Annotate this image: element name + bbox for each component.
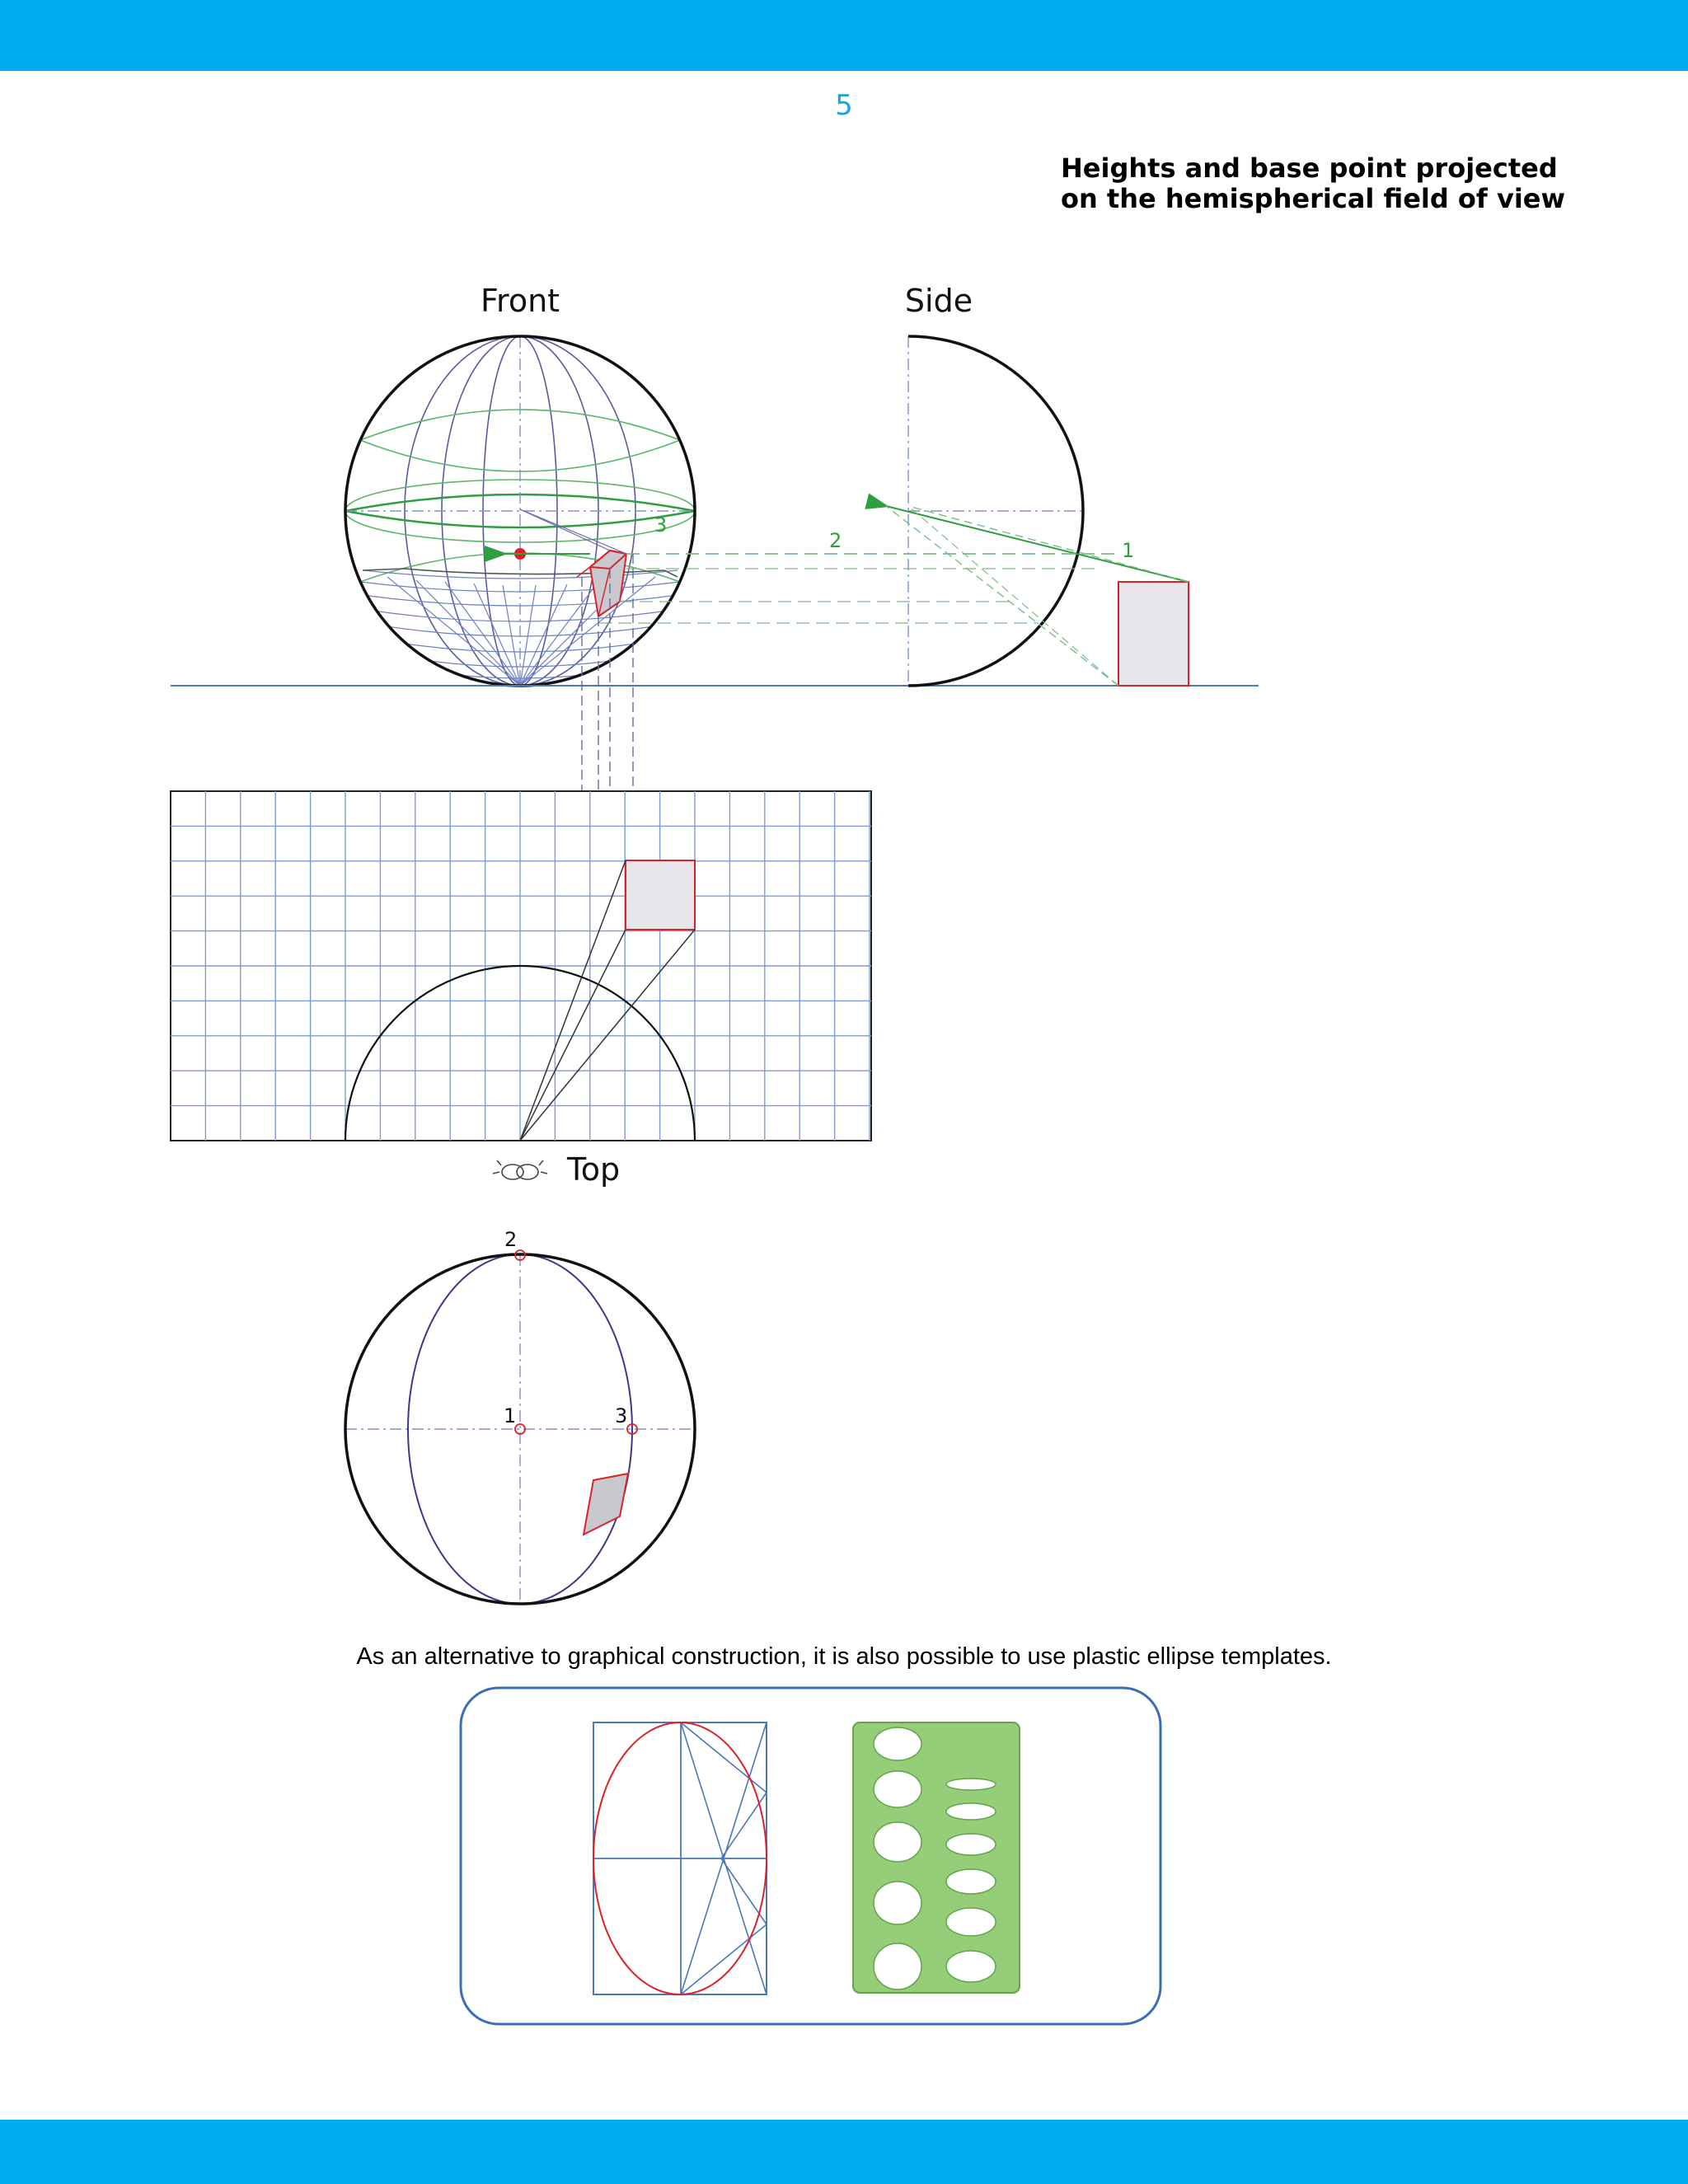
top-view-circle (345, 1250, 695, 1604)
side-marker-2: 2 (829, 529, 842, 552)
eyes-icon (493, 1160, 547, 1179)
front-sphere (345, 336, 695, 686)
page-number: 5 (835, 89, 853, 122)
heading-line-2: on the hemispherical field of view (1061, 183, 1566, 214)
top-view-object (584, 1474, 628, 1535)
ellipse-templates-panel (461, 1688, 1160, 2024)
top-marker-1: 1 (504, 1404, 517, 1427)
top-grid-panel (171, 791, 871, 1141)
front-view-label: Front (480, 283, 560, 319)
ellipse-construction (593, 1722, 767, 1994)
side-hemisphere (886, 336, 1189, 686)
heading-line-1: Heights and base point projected (1061, 152, 1558, 184)
plastic-ellipse-template (853, 1722, 1020, 1993)
top-grid-object (626, 860, 695, 930)
side-object-rect (1118, 582, 1189, 686)
top-marker-3: 3 (615, 1404, 628, 1427)
top-marker-2: 2 (504, 1228, 518, 1251)
top-view-label: Top (567, 1151, 621, 1188)
side-view-label: Side (904, 283, 973, 319)
side-marker-3: 3 (654, 513, 668, 537)
side-marker-1: 1 (1122, 539, 1135, 562)
bottom-color-band (0, 2120, 1688, 2184)
side-ray-top (886, 506, 1189, 582)
templates-caption: As an alternative to graphical construction, it is also possible to use plastic ellipse templates. (356, 1643, 1332, 1670)
